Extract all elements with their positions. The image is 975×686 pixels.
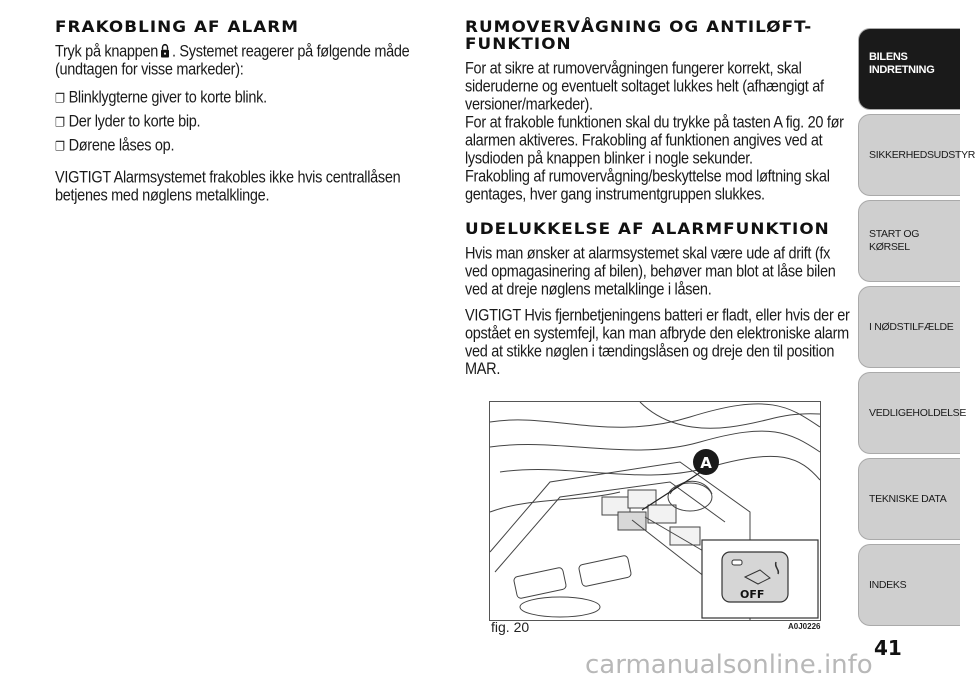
right-column xyxy=(465,18,850,377)
callout-a-label: A xyxy=(700,454,712,472)
bullet-box-icon: ❒ xyxy=(55,116,65,130)
note-paragraph: VIGTIGT Alarmsystemet frakobles ikke hvis centrallåsen betjenes med nøglens metalklinge. xyxy=(55,169,401,205)
figure-overhead-console xyxy=(489,401,821,621)
section-heading-rumovervaagning: RUMOVERVÅGNING OG ANTILØFT-FUNKTION xyxy=(465,17,813,53)
section-heading-udelukkelse: UDELUKKELSE AF ALARMFUNKTION xyxy=(465,219,830,238)
off-button-label: OFF xyxy=(740,588,765,601)
figure-caption: fig. 20 xyxy=(491,619,530,635)
bullet-box-icon: ❒ xyxy=(55,140,65,154)
tab-sikkerhedsudstyr[interactable]: SIKKERHEDSUDSTYR xyxy=(858,114,960,196)
paragraph: Frakobling af rumovervågning/beskyttelse mod løftning skal gentages, hver gang instrumentgruppen slukkes. xyxy=(465,168,830,204)
tab-bilens-indretning[interactable]: BILENS INDRETNING xyxy=(858,28,960,110)
tab-tekniske-data[interactable]: TEKNISKE DATA xyxy=(858,458,960,540)
note-paragraph: VIGTIGT Hvis fjernbetjeningens batteri er fladt, eller hvis der er opstået en systemfejl, kan man afbryde den elektroniske alarm ved at stikke nøglen i tændingslåsen og dreje den til position MAR. xyxy=(465,307,850,379)
section-heading-frakobling: FRAKOBLING AF ALARM xyxy=(55,17,300,36)
chapter-tabs xyxy=(858,28,975,630)
intro-paragraph: Tryk på knappen . Systemet reagerer på følgende måde (undtagen for visse markeder): xyxy=(55,43,410,79)
figure-code: A0J0226 xyxy=(788,622,821,631)
tab-vedligeholdelse[interactable]: VEDLIGEHOLDELSE xyxy=(858,372,960,454)
paragraph: For at frakoble funktionen skal du trykke på tasten A fig. 20 før alarmen aktiveres. Frakobling af funktionen angives ved at lysdioden på knappen blinker i nogle sekunder. xyxy=(465,114,844,168)
tab-indeks[interactable]: INDEKS xyxy=(858,544,960,626)
lock-icon xyxy=(160,43,170,59)
bullet-item: ❒ Blinklygterne giver to korte blink. xyxy=(55,89,267,107)
left-column xyxy=(55,18,440,207)
bullet-item: ❒ Der lyder to korte bip. xyxy=(55,113,201,131)
console-illustration xyxy=(490,402,820,620)
tab-start-og-koersel[interactable]: START OG KØRSEL xyxy=(858,200,960,282)
paragraph: For at sikre at rumovervågningen fungerer korrekt, skal sideruderne og eventuelt soltaget lukkes helt (afhængigt af versioner/markeder). xyxy=(465,60,824,114)
bullet-box-icon: ❒ xyxy=(55,92,65,106)
tab-i-noedstilfaelde[interactable]: I NØDSTILFÆLDE xyxy=(858,286,960,368)
bullet-item: ❒ Dørene låses op. xyxy=(55,137,175,155)
paragraph: Hvis man ønsker at alarmsystemet skal være ude af drift (fx ved opmagasinering af bilen), behøver man blot at låse bilen ved at dreje nøglens metalklinge i låsen. xyxy=(465,245,836,299)
watermark-text: carmanualsonline.info xyxy=(585,650,873,680)
page-number: 41 xyxy=(874,636,902,660)
